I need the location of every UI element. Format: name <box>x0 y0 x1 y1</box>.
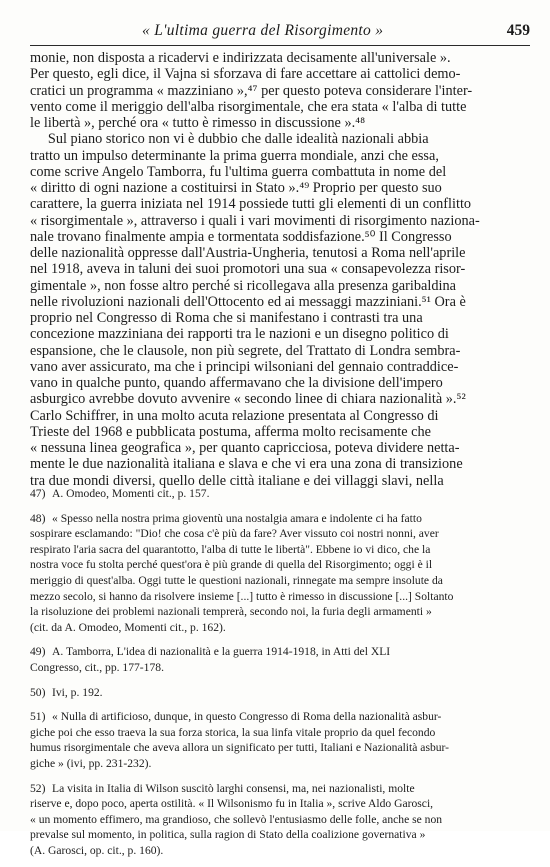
footnote-number: 50) <box>30 685 46 699</box>
footnote-line: humus risorgimentale che aveva allora un significato per tutti, Italiani e Nazionalità asbur- <box>30 741 450 755</box>
footnote-number: 51) <box>30 710 46 724</box>
text-line: come scrive Angelo Tamborra, fu l'ultima guerra combattuta in nome del <box>30 163 447 180</box>
text-line: concezione mazziniana dei rapporti tra le nazioni e un disegno politico di <box>30 326 449 343</box>
text-line: monie, non disposta a ricadervi e indirizzata decisamente all'universale ». <box>30 50 451 66</box>
footnote-text: La visita in Italia di Wilson suscitò larghi consensi, ma, nei nazionalisti, molte <box>52 781 415 795</box>
footnote-line <box>30 486 522 502</box>
main-text <box>30 50 522 489</box>
footnote-line: meriggio di quest'alba. Oggi tutte le questioni nazionali, rinnegate ma sempre insolute da <box>30 573 443 587</box>
footnote-line <box>30 511 522 527</box>
footnote-line: nostra voce fu stolta perché quest'ora è più grande di quella del Risorgimento; oggi è il <box>30 558 433 572</box>
footnotes <box>30 486 522 867</box>
text-line: nelle rivoluzioni nazionali dell'Ottocento ed ai messaggi mazziniani.⁵¹ Ora è <box>30 293 466 310</box>
text-line: espansione, che le clausole, non più segrete, del Trattato di Londra sembra- <box>30 342 461 359</box>
footnote-line: Congresso, cit., pp. 177-178. <box>30 660 164 674</box>
text-line: vento come il meriggio dell'alba risorgimentale, che era stata « l'alba di tutte <box>30 98 467 115</box>
text-line: « risorgimentale », attraverso i quali i vari movimenti di risorgimento naziona- <box>30 212 480 229</box>
footnote <box>30 644 522 675</box>
text-line: gimentale », non fosse altro perché si ricollegava alla presenza garibaldina <box>30 277 456 294</box>
text-line: nale trovano finalmente ampia e tormentata soddisfazione.⁵⁰ Il Congresso <box>30 228 452 245</box>
text-line: le libertà », perché ora « tutto è rimesso in discussione ».⁴⁸ <box>30 115 366 131</box>
footnote-line: riserve e, dopo poco, aperta ostilità. « Il Wilsonismo fu in Italia », scrive Aldo Garosci, <box>30 797 434 811</box>
page-number: 459 <box>506 22 530 39</box>
text-line: « diritto di ogni nazione a costituirsi in Stato ».⁴⁹ Proprio per questo suo <box>30 180 442 196</box>
footnote-text: A. Omodeo, Momenti cit., p. 157. <box>52 487 210 500</box>
footnote-line: (cit. da A. Omodeo, Momenti cit., p. 162). <box>30 620 226 634</box>
footnote <box>30 511 522 636</box>
text-line: carattere, la guerra iniziata nel 1914 possiede tutti gli elementi di un conflitto <box>30 196 472 213</box>
text-line: Carlo Schiffrer, in una molto acuta relazione presentata al Congresso di <box>30 407 439 424</box>
running-title: « L'ultima guerra del Risorgimento » <box>142 22 384 39</box>
footnote-line: la risoluzione dei problemi nazionali temprerà, secondo noi, la furia degli armamenti » <box>30 605 432 619</box>
text-line: tratto un impulso determinante la prima guerra mondiale, anzi che essa, <box>30 147 439 164</box>
text-line: Trieste del 1968 e pubblicata postuma, afferma molto recisamente che <box>30 423 431 440</box>
text-line: vano aver assicurato, ma che i principi wilsoniani del gennaio contraddice- <box>30 358 459 375</box>
footnote <box>30 781 522 859</box>
footnote-line: « un momento effimero, ma grandioso, che sollevò l'entusiasmo delle folle, anche se non <box>30 812 443 826</box>
footnote-text: Ivi, p. 192. <box>52 685 103 699</box>
footnote <box>30 685 522 701</box>
footnote-text: « Spesso nella nostra prima gioventù una nostalgia amara e indolente ci ha fatto <box>52 511 422 525</box>
footnote-line <box>30 644 522 660</box>
footnote-line: (A. Garosci, op. cit., p. 160). <box>30 843 164 857</box>
text-line: mente le due nazionalità italiana e slava e che vi era una zona di transizione <box>30 456 463 473</box>
running-head <box>30 22 530 44</box>
footnote-line: prevalse sul momento, in politica, sulla ragion di Stato della coalizione governativa » <box>30 828 426 842</box>
text-line: delle nazionalità oppresse dall'Austria-Ungheria, tenutosi a Roma nell'aprile <box>30 245 466 261</box>
footnote <box>30 709 522 771</box>
footnote-text: A. Tamborra, L'idea di nazionalità e la guerra 1914-1918, in Atti del XLI <box>52 645 391 659</box>
footnote-line: mezzo secolo, si hanno da risolvere insieme [...] tutto è rimesso in discussione [...] Soltanto <box>30 589 454 603</box>
text-line: tra due mondi diversi, quello delle città italiane e dei villaggi slavi, nella <box>30 472 444 489</box>
footnote-text: « Nulla di artificioso, dunque, in questo Congresso di Roma della nazionalità asbur- <box>52 710 442 724</box>
footnote-line <box>30 709 522 725</box>
header-rule <box>30 45 530 46</box>
footnote <box>30 486 522 502</box>
text-line: Sul piano storico non vi è dubbio che dalle idealità nazionali abbia <box>30 131 429 148</box>
text-line: Per questo, egli dice, il Vajna si sforzava di fare accettare ai cattolici demo- <box>30 66 461 83</box>
footnote-line: respirato l'aria sacra del quarantotto, l'alba di tutte le libertà". Ebbene io vi dico, che la <box>30 542 431 556</box>
footnote-line: giche poi che esso traeva la sua forza storica, la sua linfa vitale proprio da quel fecondo <box>30 725 436 739</box>
footnote-number: 52) <box>30 781 46 795</box>
footnote-line: giche » (ivi, pp. 231-232). <box>30 756 152 770</box>
text-line: nel 1918, aveva in taluni dei suoi promotori una sua « consapevolezza risor- <box>30 261 466 278</box>
footnote-line <box>30 781 522 797</box>
text-line: proprio nel Congresso di Roma che si manifestano i contrasti tra una <box>30 310 423 326</box>
footnote-number: 48) <box>30 511 46 525</box>
footnote-line <box>30 685 522 701</box>
footnote-number: 49) <box>30 645 46 659</box>
text-line: asburgico avrebbe dovuto avvenire « secondo linee di chiara nazionalità ».⁵² <box>30 391 466 408</box>
text-line: vano in qualche punto, quando affermavano che la divisione dell'impero <box>30 375 443 391</box>
footnote-line: sospirare esclamando: "Dio! che cosa c'è più da fare? Aver vissuto coi nostri nonni, aver <box>30 527 439 541</box>
text-line: « nessuna linea geografica », per quanto capricciosa, poteva dividere netta- <box>30 440 460 456</box>
footnote-number: 47) <box>30 487 46 500</box>
text-line: cratici un programma « mazziniano »,⁴⁷ per questo poteva considerare l'inter- <box>30 82 473 99</box>
